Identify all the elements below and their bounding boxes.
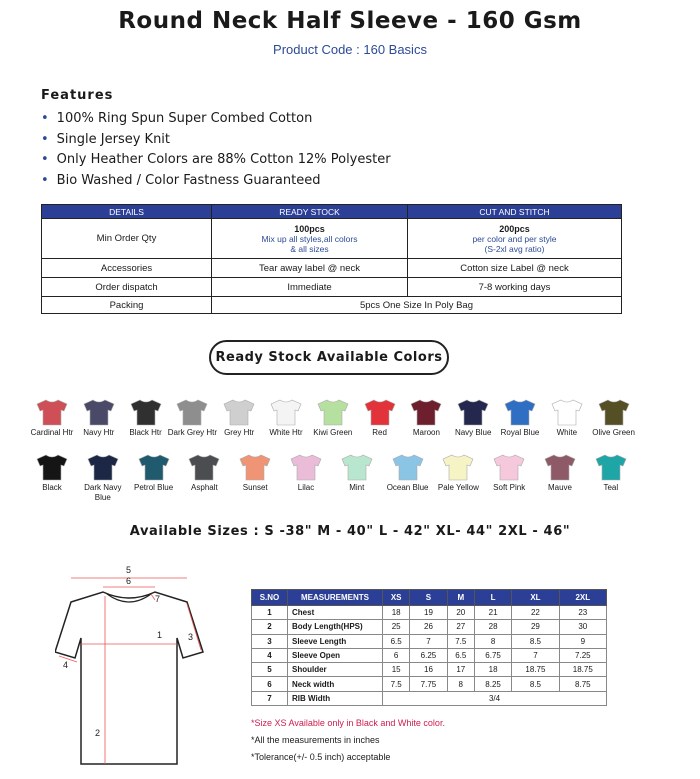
row-value: 29	[512, 620, 559, 634]
color-name: Petrol Blue	[134, 483, 174, 492]
tshirt-icon	[74, 398, 124, 426]
row-value: 7.5	[383, 677, 410, 691]
row-value: 18	[383, 606, 410, 620]
tshirt-icon	[448, 398, 498, 426]
color-swatch	[27, 398, 77, 438]
label-7: 7	[155, 594, 161, 604]
features-heading: Features	[41, 88, 114, 103]
rib-sno: 7	[252, 691, 288, 705]
row-sno: 6	[252, 677, 288, 691]
header-ready-stock: READY STOCK	[212, 205, 408, 219]
measurement-row	[252, 663, 607, 677]
color-name: Olive Green	[592, 428, 635, 437]
color-name: Pale Yellow	[437, 483, 479, 492]
row-value: 17	[447, 663, 474, 677]
row-value: 15	[383, 663, 410, 677]
tshirt-icon	[27, 398, 77, 426]
dispatch-cut: 7-8 working days	[408, 278, 622, 297]
row-value: 6.25	[410, 648, 447, 662]
measurement-row	[252, 634, 607, 648]
tshirt-icon	[214, 398, 264, 426]
row-value: 27	[447, 620, 474, 634]
color-swatch	[308, 398, 358, 438]
bullet-icon: •	[41, 172, 49, 188]
accessories-ready: Tear away label @ neck	[212, 259, 408, 278]
measurement-row	[252, 677, 607, 691]
tshirt-icon	[281, 453, 331, 481]
label-6: 6	[126, 576, 132, 586]
min-order-ready: 100pcs Mix up all styles,all colors & all sizes	[212, 219, 408, 259]
color-swatch	[484, 453, 534, 493]
tshirt-icon	[179, 453, 229, 481]
dispatch-label: Order dispatch	[42, 278, 212, 297]
row-value: 26	[410, 620, 447, 634]
header-xs: XS	[383, 590, 410, 606]
color-swatch	[167, 398, 217, 438]
color-name: Grey Htr	[224, 428, 255, 437]
tshirt-icon	[121, 398, 171, 426]
color-name: Dark Grey Htr	[167, 428, 218, 437]
row-value: 20	[447, 606, 474, 620]
color-name: Royal Blue	[500, 428, 540, 437]
label-5: 5	[126, 565, 132, 575]
row-value: 9	[559, 634, 606, 648]
details-table	[41, 204, 622, 314]
color-name: Navy Blue	[454, 428, 492, 437]
row-value: 6.5	[447, 648, 474, 662]
product-code: Product Code : 160 Basics	[273, 42, 427, 57]
row-sno: 3	[252, 634, 288, 648]
header-m: M	[447, 590, 474, 606]
row-sno: 1	[252, 606, 288, 620]
color-name: Cardinal Htr	[30, 428, 74, 437]
feature-item: • Only Heather Colors are 88% Cotton 12% Polyester	[41, 152, 391, 167]
color-swatch	[535, 453, 585, 493]
row-value: 25	[383, 620, 410, 634]
tshirt-icon	[355, 398, 405, 426]
bullet-icon: •	[41, 152, 49, 167]
color-name: Mauve	[547, 483, 572, 492]
tshirt-icon	[332, 453, 382, 481]
row-value: 7	[512, 648, 559, 662]
row-label: Chest	[288, 606, 383, 620]
measurement-table	[251, 589, 607, 706]
feature-item: • Bio Washed / Color Fastness Guaranteed	[41, 172, 321, 188]
row-label: Body Length(HPS)	[288, 620, 383, 634]
tshirt-icon	[383, 453, 433, 481]
bullet-icon: •	[41, 131, 49, 147]
note-inches: *All the measurements in inches	[251, 735, 380, 745]
color-name: Ocean Blue	[386, 483, 429, 492]
color-swatch	[121, 398, 171, 438]
row-value: 18.75	[559, 663, 606, 677]
header-cut-and-stitch: CUT AND STITCH	[408, 205, 622, 219]
color-swatch	[261, 398, 311, 438]
row-value: 23	[559, 606, 606, 620]
features-list	[41, 109, 391, 191]
row-sno: 4	[252, 648, 288, 662]
color-name: Mint	[349, 483, 365, 492]
accessories-cut: Cotton size Label @ neck	[408, 259, 622, 278]
row-value: 19	[410, 606, 447, 620]
color-name: Asphalt	[191, 483, 218, 492]
colors-heading: Ready Stock Available Colors	[209, 340, 449, 375]
dispatch-ready: Immediate	[212, 278, 408, 297]
row-value: 16	[410, 663, 447, 677]
color-swatch	[129, 453, 179, 493]
accessories-label: Accessories	[42, 259, 212, 278]
label-3: 3	[188, 632, 194, 642]
row-value: 8.5	[512, 677, 559, 691]
color-name: Teal	[603, 483, 619, 492]
color-swatch	[332, 453, 382, 493]
row-value: 21	[474, 606, 511, 620]
header-details: DETAILS	[42, 205, 212, 219]
packing-value: 5pcs One Size In Poly Bag	[212, 297, 622, 314]
min-order-label: Min Order Qty	[42, 219, 212, 259]
row-value: 8.25	[474, 677, 511, 691]
note-tolerance: *Tolerance(+/- 0.5 inch) acceptable	[251, 752, 391, 762]
tshirt-icon	[261, 398, 311, 426]
row-label: Sleeve Length	[288, 634, 383, 648]
color-name: Soft Pink	[493, 483, 526, 492]
bullet-icon: •	[41, 111, 49, 126]
color-swatch	[448, 398, 498, 438]
color-name: White Htr	[269, 428, 303, 437]
color-swatch	[281, 453, 331, 493]
color-swatch	[74, 398, 124, 438]
row-value: 18	[474, 663, 511, 677]
row-value: 22	[512, 606, 559, 620]
tshirt-icon	[308, 398, 358, 426]
color-swatch	[589, 398, 639, 438]
row-value: 8.75	[559, 677, 606, 691]
min-order-cut: 200pcs per color and per style (S-2xl avg ratio)	[408, 219, 622, 259]
color-swatch	[355, 398, 405, 438]
row-value: 6.5	[383, 634, 410, 648]
rib-label: RIB Width	[288, 691, 383, 705]
tshirt-icon	[495, 398, 545, 426]
color-swatch	[401, 398, 451, 438]
tshirt-outline	[55, 592, 203, 764]
row-value: 6.75	[474, 648, 511, 662]
label-1: 1	[157, 630, 163, 640]
color-name: Black	[42, 483, 62, 492]
row-value: 7.5	[447, 634, 474, 648]
tshirt-icon	[230, 453, 280, 481]
color-name: Lilac	[297, 483, 315, 492]
color-name: White	[556, 428, 578, 437]
color-name: Black Htr	[129, 428, 162, 437]
tshirt-measurement-diagram	[55, 560, 205, 770]
color-name: Maroon	[412, 428, 440, 437]
tshirt-icon	[167, 398, 217, 426]
color-name: Red	[372, 428, 387, 437]
color-name: Navy Htr	[83, 428, 115, 437]
color-name: Dark Navy Blue	[84, 483, 122, 502]
row-value: 6	[383, 648, 410, 662]
tshirt-icon	[484, 453, 534, 481]
header-l: L	[474, 590, 511, 606]
color-swatch	[433, 453, 483, 493]
header-s: S	[410, 590, 447, 606]
tshirt-icon	[535, 453, 585, 481]
row-sno: 2	[252, 620, 288, 634]
header-2xl: 2XL	[559, 590, 606, 606]
rib-value: 3/4	[383, 691, 607, 705]
measurement-row	[252, 606, 607, 620]
measurement-row	[252, 620, 607, 634]
measurement-row	[252, 648, 607, 662]
color-swatch	[179, 453, 229, 493]
color-swatch	[383, 453, 433, 493]
tshirt-icon	[589, 398, 639, 426]
row-label: Shoulder	[288, 663, 383, 677]
measurement-rows	[252, 606, 607, 692]
tshirt-icon	[433, 453, 483, 481]
row-label: Neck width	[288, 677, 383, 691]
row-value: 28	[474, 620, 511, 634]
header-sno: S.NO	[252, 590, 288, 606]
row-value: 18.75	[512, 663, 559, 677]
row-sno: 5	[252, 663, 288, 677]
color-name: Kiwi Green	[313, 428, 353, 437]
row-label: Sleeve Open	[288, 648, 383, 662]
color-swatch	[230, 453, 280, 493]
row-value: 30	[559, 620, 606, 634]
note-xs-availability: *Size XS Available only in Black and White color.	[251, 718, 445, 728]
row-value: 7	[410, 634, 447, 648]
tshirt-icon	[78, 453, 128, 481]
packing-label: Packing	[42, 297, 212, 314]
tshirt-icon	[27, 453, 77, 481]
color-name: Sunset	[242, 483, 268, 492]
available-sizes: Available Sizes : S -38" M - 40" L - 42" XL- 44" 2XL - 46"	[129, 524, 571, 539]
label-2: 2	[95, 728, 101, 738]
color-swatch	[27, 453, 77, 493]
header-measurements: MEASUREMENTS	[288, 590, 383, 606]
color-swatch	[586, 453, 636, 493]
color-swatch	[495, 398, 545, 438]
color-swatch	[78, 453, 128, 503]
row-value: 8	[474, 634, 511, 648]
tshirt-icon	[586, 453, 636, 481]
header-xl: XL	[512, 590, 559, 606]
row-value: 7.75	[410, 677, 447, 691]
row-value: 8	[447, 677, 474, 691]
label-4: 4	[63, 660, 69, 670]
row-value: 7.25	[559, 648, 606, 662]
row-value: 8.5	[512, 634, 559, 648]
feature-item: • 100% Ring Spun Super Combed Cotton	[41, 111, 313, 126]
tshirt-icon	[401, 398, 451, 426]
tshirt-icon	[542, 398, 592, 426]
color-swatch	[542, 398, 592, 438]
feature-item: • Single Jersey Knit	[41, 131, 171, 147]
page-title: Round Neck Half Sleeve - 160 Gsm	[118, 8, 582, 34]
color-swatch	[214, 398, 264, 438]
tshirt-icon	[129, 453, 179, 481]
